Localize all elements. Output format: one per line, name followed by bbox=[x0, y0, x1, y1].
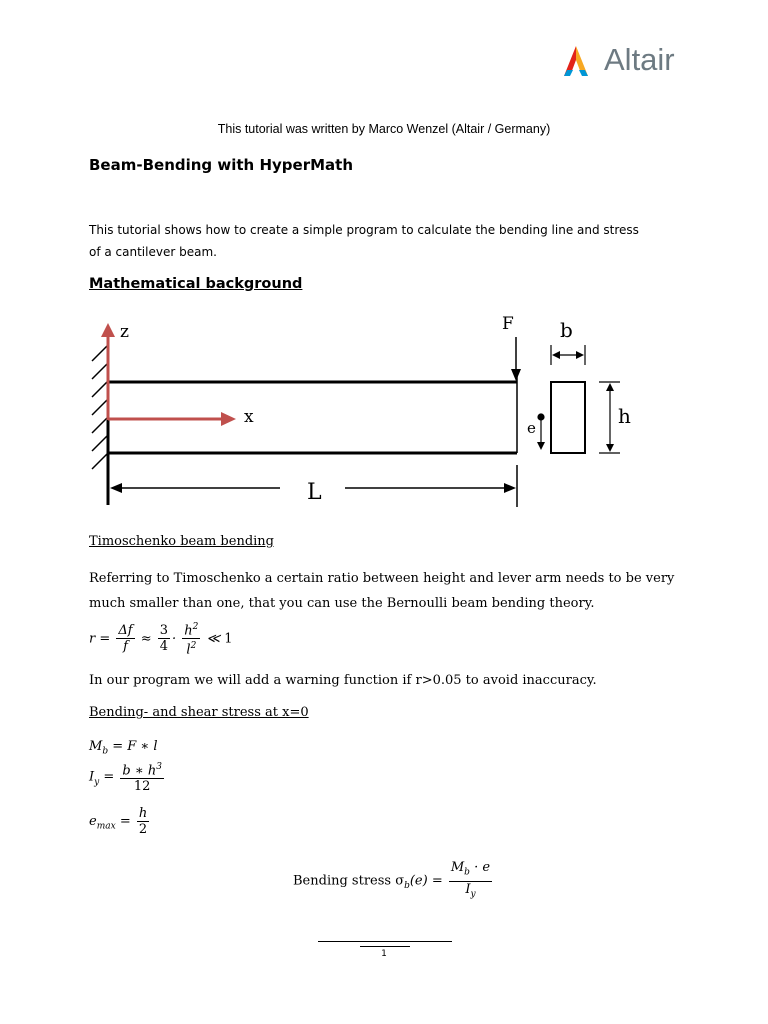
timoschenko-heading: Timoschenko beam bending bbox=[89, 534, 274, 549]
e-label: e bbox=[527, 419, 536, 437]
z-axis-label: z bbox=[120, 322, 129, 342]
width-dimension bbox=[551, 345, 585, 365]
warning-text: In our program we will add a warning function if r>0.05 to avoid inaccuracy. bbox=[89, 673, 597, 688]
inertia-formula: $I_y$ = $\frac{b ∗ h^3}{12}$ bbox=[89, 762, 162, 795]
ratio-formula: r = $\frac{\Delta f}{f}$ ≈ $\frac{3}{4}$ · $\frac{h^2}{l^2}$ ≪ 1 bbox=[89, 622, 233, 658]
bending-stress-label: Bending stress bbox=[293, 873, 392, 889]
width-label: b bbox=[560, 318, 573, 342]
wall-support bbox=[92, 327, 108, 505]
brand-name: Altair bbox=[604, 42, 675, 77]
height-dimension bbox=[599, 382, 620, 453]
timoschenko-text: Referring to Timoschenko a certain ratio between height and lever arm needs to be very much smaller than one, that you can use the Bernoulli beam bending theory. bbox=[89, 571, 675, 611]
x-axis-arrow bbox=[108, 412, 236, 426]
x-axis-label: x bbox=[244, 407, 254, 427]
force-label: F bbox=[502, 314, 514, 334]
force-arrow bbox=[511, 337, 521, 381]
footer-divider bbox=[318, 941, 452, 942]
page-number: 1 bbox=[381, 949, 387, 959]
cross-section bbox=[551, 382, 585, 453]
intro-paragraph: This tutorial shows how to create a simple program to calculate the bending line and stress of a cantilever beam. bbox=[89, 223, 639, 259]
altair-logo bbox=[556, 40, 686, 84]
height-label: h bbox=[618, 404, 631, 428]
bending-stress-formula: Bending stress $\sigma_b(e)$ = $\frac{M_b \cdot e}{I_y}$ bbox=[293, 860, 491, 900]
cantilever-diagram bbox=[0, 305, 768, 520]
section-heading: Mathematical background bbox=[89, 276, 303, 292]
altair-logo-icon bbox=[556, 42, 596, 82]
stress-heading: Bending- and shear stress at x=0 bbox=[89, 705, 309, 720]
footer-divider-short bbox=[360, 946, 410, 947]
z-axis-arrow bbox=[101, 323, 115, 420]
moment-formula: $M_b = F$ ∗ l bbox=[89, 739, 158, 757]
author-line: This tutorial was written by Marco Wenzel (Altair / Germany) bbox=[217, 122, 551, 136]
length-label: L bbox=[307, 480, 322, 505]
emax-formula: $e_{max}$ = $\frac{h}{2}$ bbox=[89, 806, 148, 837]
beam-body bbox=[108, 375, 517, 453]
document-title: Beam-Bending with HyperMath bbox=[89, 156, 353, 174]
e-marker bbox=[537, 414, 545, 450]
